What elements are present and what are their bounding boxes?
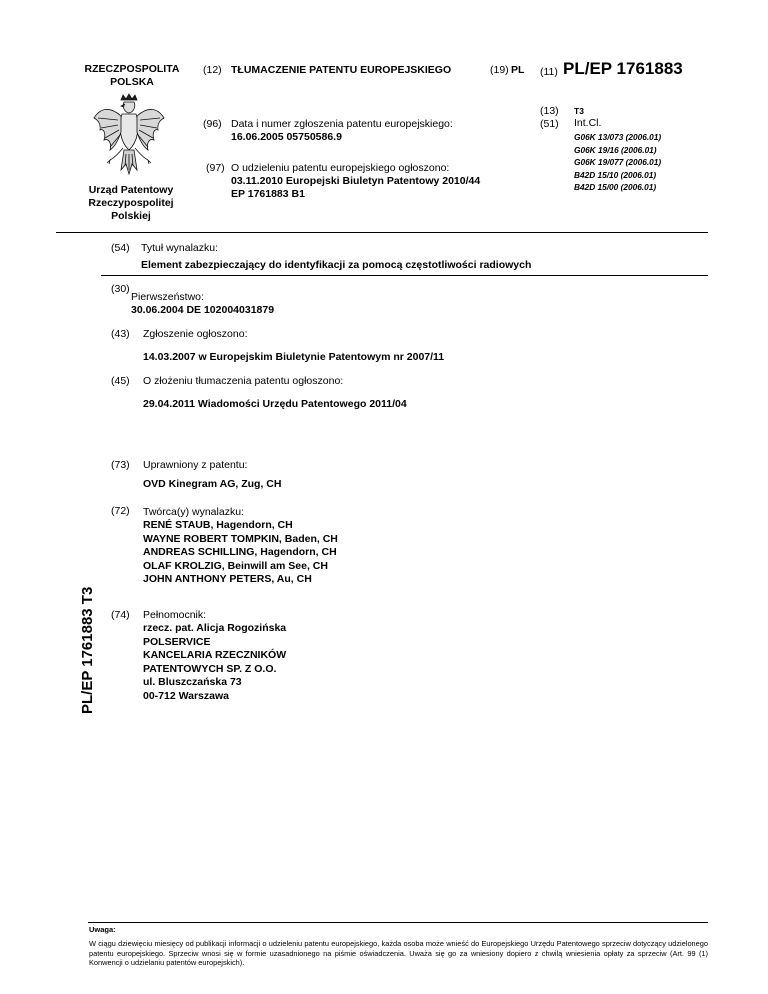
office-line1: Urząd Patentowy bbox=[88, 184, 174, 196]
footer-divider bbox=[88, 922, 708, 923]
title-divider bbox=[101, 275, 708, 276]
attorney-label: Pełnomocnik: bbox=[143, 609, 207, 621]
document-type: TŁUMACZENIE PATENTU EUROPEJSKIEGO bbox=[231, 64, 452, 76]
code-51: (51) bbox=[540, 118, 559, 130]
note-label: Uwaga: bbox=[89, 925, 116, 934]
code-13: (13) bbox=[540, 105, 559, 117]
inventor-item: WAYNE ROBERT TOMPKIN, Baden, CH bbox=[143, 532, 338, 545]
application-value: 16.06.2005 05750586.9 bbox=[231, 131, 342, 143]
translation-value: 29.04.2011 Wiadomości Urzędu Patentowego 2011/04 bbox=[143, 398, 407, 410]
classification-item: G06K 13/073 (2006.01) bbox=[574, 132, 662, 142]
application-label: Data i numer zgłoszenia patentu europejskiego: bbox=[231, 118, 453, 130]
inventors-list bbox=[143, 519, 338, 587]
note-text: W ciągu dziewięciu miesięcy od publikacji informacji o udzieleniu patentu europejskiego, każda osoba może wnieść do Europejskiego Urzędu Patentowego sprzeciw dotyczący udzielonego patentu europejskiego. Sprzeciw wnosi się w formie uzasadnionego na piśmie oświadczenia. Uważa się go za wniesiony dopiero z chwilą wniesienia opłaty za sprzeciw (Art. 99 (1) Konwencji o udzielaniu patentów europejskich). bbox=[89, 939, 708, 967]
title-label: Tytuł wynalazku: bbox=[141, 242, 219, 254]
patent-number: PL/EP 1761883 bbox=[563, 59, 683, 78]
grant-label: O udzieleniu patentu europejskiego ogłoszono: bbox=[231, 162, 450, 174]
grant-ep-number: EP 1761883 B1 bbox=[231, 188, 305, 200]
publication-label: Zgłoszenie ogłoszono: bbox=[143, 328, 248, 340]
grant-bulletin: 03.11.2010 Europejski Biuletyn Patentowy 2010/44 bbox=[231, 175, 481, 187]
attorney-line: 00-712 Warszawa bbox=[143, 689, 229, 702]
country-code: PL bbox=[511, 64, 525, 76]
code-72: (72) bbox=[111, 505, 130, 517]
code-97: (97) bbox=[206, 162, 225, 174]
office-line3: Polskiej bbox=[111, 210, 151, 222]
attorney-block bbox=[143, 622, 286, 703]
code-30: (30) bbox=[111, 283, 130, 295]
inventors-label: Twórca(y) wynalazku: bbox=[143, 506, 244, 518]
owner-value: OVD Kinegram AG, Zug, CH bbox=[143, 478, 282, 490]
code-19: (19) bbox=[490, 64, 509, 76]
code-45: (45) bbox=[111, 375, 130, 387]
office-line2: Rzeczypospolitej bbox=[88, 197, 174, 209]
white-eagle-emblem-icon bbox=[88, 92, 170, 180]
translation-label: O złożeniu tłumaczenia patentu ogłoszono: bbox=[143, 375, 344, 387]
code-12: (12) bbox=[203, 64, 222, 76]
patent-office-name bbox=[56, 184, 206, 223]
invention-title: Element zabezpieczający do identyfikacji za pomocą częstotliwości radiowych bbox=[141, 259, 532, 271]
classification-item: G06K 19/077 (2006.01) bbox=[574, 157, 662, 167]
country-line2: POLSKA bbox=[110, 76, 154, 88]
classification-item: G06K 19/16 (2006.01) bbox=[574, 144, 657, 155]
country-name bbox=[72, 63, 192, 89]
attorney-line: PATENTOWYCH SP. Z O.O. bbox=[143, 662, 277, 675]
code-73: (73) bbox=[111, 459, 130, 471]
priority-label: Pierwszeństwo: bbox=[131, 291, 204, 303]
classification-item: B42D 15/00 (2006.01) bbox=[574, 182, 657, 192]
code-43: (43) bbox=[111, 328, 130, 340]
code-54: (54) bbox=[111, 242, 130, 254]
code-11: (11) bbox=[540, 66, 558, 78]
attorney-line: ul. Bluszczańska 73 bbox=[143, 676, 242, 688]
classification-item: B42D 15/10 (2006.01) bbox=[574, 169, 657, 180]
inventor-item: RENÉ STAUB, Hagendorn, CH bbox=[143, 519, 293, 531]
priority-value: 30.06.2004 DE 102004031879 bbox=[131, 304, 275, 316]
classification-list bbox=[574, 131, 661, 194]
attorney-line: POLSERVICE bbox=[143, 635, 211, 648]
code-74: (74) bbox=[111, 609, 130, 621]
side-patent-label: PL/EP 1761883 T3 bbox=[79, 586, 96, 714]
int-cl-label: Int.Cl. bbox=[574, 117, 602, 129]
kind-code: T3 bbox=[574, 106, 584, 116]
attorney-line: rzecz. pat. Alicja Rogozińska bbox=[143, 622, 287, 634]
publication-value: 14.03.2007 w Europejskim Biuletynie Patentowym nr 2007/11 bbox=[143, 351, 445, 363]
attorney-line: KANCELARIA RZECZNIKÓW bbox=[143, 649, 287, 661]
country-line1: RZECZPOSPOLITA bbox=[84, 63, 180, 75]
inventor-item: JOHN ANTHONY PETERS, Au, CH bbox=[143, 573, 312, 585]
inventor-item: ANDREAS SCHILLING, Hagendorn, CH bbox=[143, 546, 337, 558]
owner-label: Uprawniony z patentu: bbox=[143, 459, 248, 471]
inventor-item: OLAF KROLZIG, Beinwill am See, CH bbox=[143, 559, 328, 572]
code-96: (96) bbox=[203, 118, 222, 130]
header-divider bbox=[56, 232, 708, 233]
